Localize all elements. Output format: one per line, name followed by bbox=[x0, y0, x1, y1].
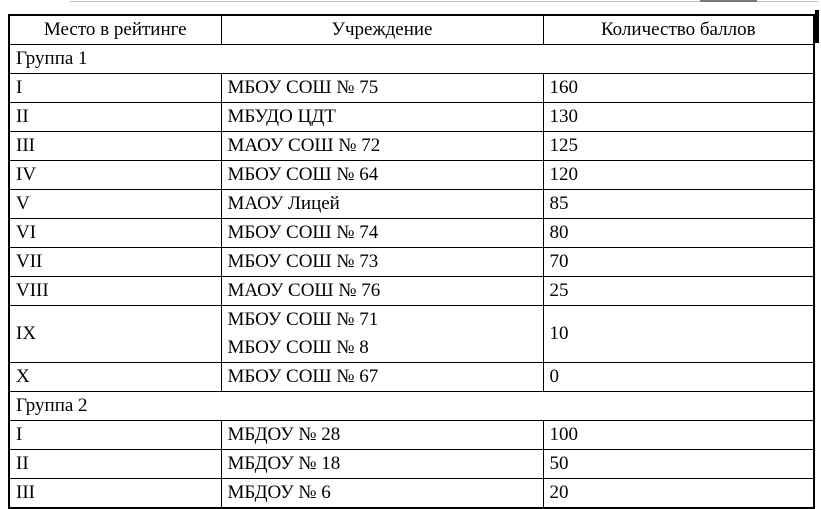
table-row bbox=[9, 132, 814, 161]
table-row bbox=[9, 219, 814, 248]
score-cell: 80 bbox=[543, 219, 814, 248]
group-label: Группа 1 bbox=[9, 45, 814, 74]
score-cell: 85 bbox=[543, 190, 814, 219]
score-cell: 160 bbox=[543, 74, 814, 103]
institution-line: МБОУ СОШ № 74 bbox=[227, 222, 379, 243]
institution-cell bbox=[221, 103, 543, 132]
score-cell: 125 bbox=[543, 132, 814, 161]
place-cell: II bbox=[9, 450, 221, 479]
top-edge-artifact-dark-segment bbox=[700, 0, 757, 2]
table-row bbox=[9, 479, 814, 509]
score-cell: 0 bbox=[543, 363, 814, 392]
table-row bbox=[9, 277, 814, 306]
institution-cell bbox=[221, 74, 543, 103]
table-row bbox=[9, 421, 814, 450]
rating-table bbox=[8, 14, 815, 509]
place-cell: II bbox=[9, 103, 221, 132]
rating-table-body bbox=[9, 45, 814, 509]
right-edge-artifact-bar bbox=[815, 10, 819, 43]
place-cell: I bbox=[9, 421, 221, 450]
table-row bbox=[9, 363, 814, 392]
score-cell: 100 bbox=[543, 421, 814, 450]
institution-line: МБДОУ № 6 bbox=[227, 482, 331, 503]
institution-cell bbox=[221, 479, 543, 509]
table-row bbox=[9, 248, 814, 277]
header-institution: Учреждение bbox=[221, 15, 543, 45]
score-cell: 20 bbox=[543, 479, 814, 509]
place-cell: V bbox=[9, 190, 221, 219]
institution-cell bbox=[221, 421, 543, 450]
institution-line: МБОУ СОШ № 75 bbox=[227, 77, 379, 98]
score-cell: 25 bbox=[543, 277, 814, 306]
institution-line: МБДОУ № 18 bbox=[227, 453, 341, 474]
table-row bbox=[9, 103, 814, 132]
institution-cell bbox=[221, 161, 543, 190]
score-cell: 10 bbox=[543, 306, 814, 363]
institution-cell bbox=[221, 306, 543, 363]
place-cell: X bbox=[9, 363, 221, 392]
institution-line: МБУДО ЦДТ bbox=[227, 106, 336, 127]
institution-line: МАОУ СОШ № 72 bbox=[227, 135, 381, 156]
institution-cell bbox=[221, 277, 543, 306]
score-cell: 120 bbox=[543, 161, 814, 190]
institution-line: МАОУ СОШ № 76 bbox=[227, 280, 381, 301]
place-cell: IV bbox=[9, 161, 221, 190]
table-row bbox=[9, 74, 814, 103]
institution-line: МБОУ СОШ № 64 bbox=[227, 164, 379, 185]
institution-line: МАОУ Лицей bbox=[227, 193, 340, 214]
place-cell: IX bbox=[9, 306, 221, 363]
table-row bbox=[9, 190, 814, 219]
institution-line: МБОУ СОШ № 8 bbox=[227, 337, 369, 358]
score-cell: 50 bbox=[543, 450, 814, 479]
institution-line: МБОУ СОШ № 71 bbox=[227, 309, 379, 330]
header-score: Количество баллов bbox=[543, 15, 814, 45]
institution-cell bbox=[221, 248, 543, 277]
place-cell: III bbox=[9, 479, 221, 509]
place-cell: VII bbox=[9, 248, 221, 277]
institution-cell bbox=[221, 132, 543, 161]
table-row bbox=[9, 450, 814, 479]
institution-line: МБОУ СОШ № 73 bbox=[227, 251, 379, 272]
header-row bbox=[9, 15, 814, 45]
place-cell: I bbox=[9, 74, 221, 103]
group-header-row bbox=[9, 45, 814, 74]
score-cell: 130 bbox=[543, 103, 814, 132]
table-row bbox=[9, 161, 814, 190]
table-row bbox=[9, 306, 814, 363]
group-header-row bbox=[9, 392, 814, 421]
institution-cell bbox=[221, 450, 543, 479]
header-place: Место в рейтинге bbox=[9, 15, 221, 45]
place-cell: VIII bbox=[9, 277, 221, 306]
score-cell: 70 bbox=[543, 248, 814, 277]
group-label: Группа 2 bbox=[9, 392, 814, 421]
institution-line: МБДОУ № 28 bbox=[227, 424, 341, 445]
place-cell: VI bbox=[9, 219, 221, 248]
place-cell: III bbox=[9, 132, 221, 161]
institution-cell bbox=[221, 363, 543, 392]
institution-line: МБОУ СОШ № 67 bbox=[227, 366, 379, 387]
institution-cell bbox=[221, 190, 543, 219]
institution-cell bbox=[221, 219, 543, 248]
